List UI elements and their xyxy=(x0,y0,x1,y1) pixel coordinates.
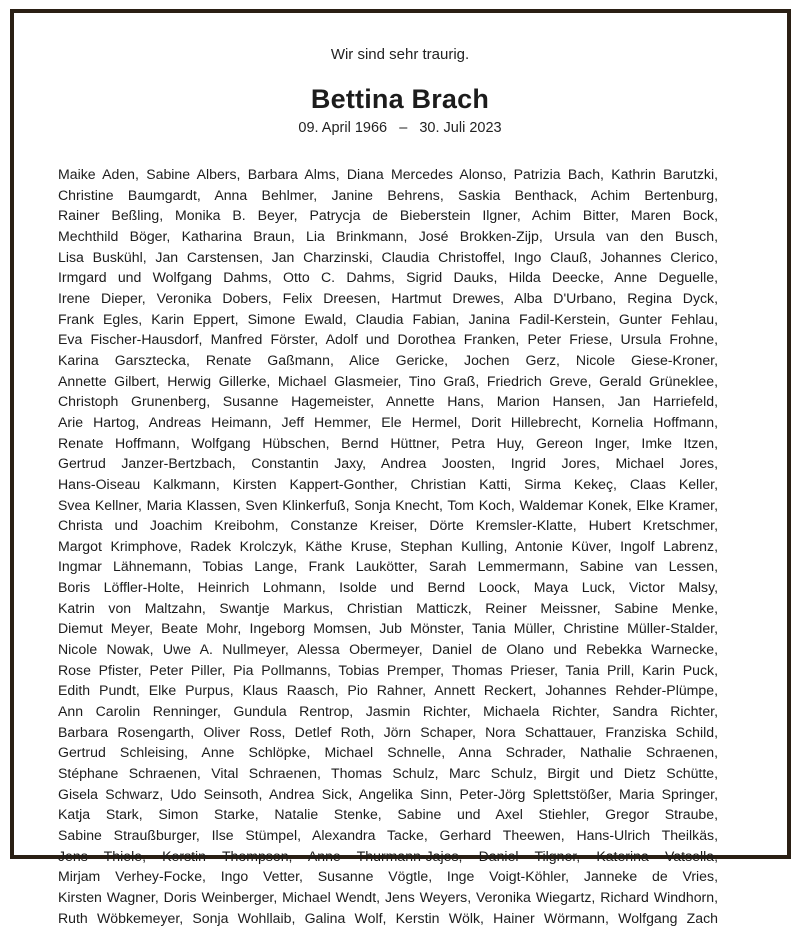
mourners-line: Gertrud Schleising, Anne Schlöpke, Michael Schnelle, Anna Schrader, Nathalie Schraenen, xyxy=(58,744,718,761)
mourners-line: Renate Hoffmann, Wolfgang Hübschen, Bernd Hüttner, Petra Huy, Gereon Inger, Imke Itzen, xyxy=(58,434,718,451)
mourners-line: Karina Garsztecka, Renate Gaßmann, Alice Gericke, Jochen Gerz, Nicole Giese-Kroner, xyxy=(58,351,718,368)
mourners-line: Christoph Grunenberg, Susanne Hagemeister, Annette Hans, Marion Hansen, Jan Harriefeld, xyxy=(58,393,718,410)
mourners-line: Annette Gilbert, Herwig Gillerke, Michael Glasmeier, Tino Graß, Friedrich Greve, Gerald Grüneklee, xyxy=(58,372,718,389)
mourners-line: Frank Egles, Karin Eppert, Simone Ewald, Claudia Fabian, Janina Fadil-Kerstein, Gunter Fehlau, xyxy=(58,310,718,327)
mourners-line: Mechthild Böger, Katharina Braun, Lia Brinkmann, José Brokken-Zijp, Ursula van den Busch, xyxy=(58,227,718,244)
intro-text: Wir sind sehr traurig. xyxy=(330,46,470,63)
mourners-line: Svea Kellner, Maria Klassen, Sven Klinkerfuß, Sonja Knecht, Tom Koch, Waldemar Konek, Elke Kramer, xyxy=(58,496,718,513)
birth-date: 09. April 1966 xyxy=(298,120,388,136)
mourners-line: Gertrud Janzer-Bertzbach, Constantin Jaxy, Andrea Joosten, Ingrid Jores, Michael Jores, xyxy=(58,455,718,472)
mourners-line: Lisa Buskühl, Jan Carstensen, Jan Charzinski, Claudia Christoffel, Ingo Clauß, Johannes Clerico, xyxy=(58,248,718,265)
mourners-line: Katrin von Maltzahn, Swantje Markus, Christian Matticzk, Reiner Meissner, Sabine Menke, xyxy=(58,599,718,616)
mourners-line: Ingmar Lähnemann, Tobias Lange, Frank Laukötter, Sarah Lemmermann, Sabine van Lessen, xyxy=(58,558,718,575)
mourners-line: Irmgard und Wolfgang Dahms, Otto C. Dahms, Sigrid Dauks, Hilda Deecke, Anne Deguelle, xyxy=(58,269,718,286)
life-dates xyxy=(0,120,800,136)
mourners-line: Jens Thiele, Kerstin Thompson, Anne Thurmann-Jajes, Daniel Tilgner, Katerina Vatsella, xyxy=(58,847,718,864)
mourners-line: Ruth Wöbkemeyer, Sonja Wohllaib, Galina Wolf, Kerstin Wölk, Hainer Wörmann, Wolfgang Zach xyxy=(58,909,718,926)
mourners-line: Kirsten Wagner, Doris Weinberger, Michael Wendt, Jens Weyers, Veronika Wiegartz, Richard Windhorn, xyxy=(58,888,718,905)
date-separator: – xyxy=(399,120,408,136)
mourners-line: Eva Fischer-Hausdorf, Manfred Förster, Adolf und Dorothea Franken, Peter Friese, Ursula Frohne, xyxy=(58,331,718,348)
mourners-line: Gisela Schwarz, Udo Seinsoth, Andrea Sick, Angelika Sinn, Peter-Jörg Splettstößer, Maria Springer, xyxy=(58,785,718,802)
mourners-line: Irene Dieper, Veronika Dobers, Felix Dreesen, Hartmut Drewes, Alba D'Urbano, Regina Dyck, xyxy=(58,289,718,306)
mourners-line: Maike Aden, Sabine Albers, Barbara Alms, Diana Mercedes Alonso, Patrizia Bach, Kathrin Barutzki, xyxy=(58,166,718,182)
mourners-line: Diemut Meyer, Beate Mohr, Ingeborg Momsen, Jub Mönster, Tania Müller, Christine Müller-Stalder, xyxy=(58,620,718,637)
mourners-line: Barbara Rosengarth, Oliver Ross, Detlef Roth, Jörn Schaper, Nora Schattauer, Franziska Schild, xyxy=(58,723,718,740)
mourners-line: Rainer Beßling, Monika B. Beyer, Patrycja de Bieberstein Ilgner, Achim Bitter, Maren Bock, xyxy=(58,207,718,224)
mourners-line: Edith Pundt, Elke Purpus, Klaus Raasch, Pio Rahner, Annett Reckert, Johannes Rehder-Plümpe, xyxy=(58,682,718,699)
mourners-line: Hans-Oiseau Kalkmann, Kirsten Kappert-Gonther, Christian Katti, Sirma Kekeç, Claas Keller, xyxy=(58,475,718,492)
mourners-line: Rose Pfister, Peter Piller, Pia Pollmanns, Tobias Premper, Thomas Prieser, Tania Prill, Karin Puck, xyxy=(58,661,718,678)
mourners-line: Katja Stark, Simon Starke, Natalie Stenke, Sabine und Axel Stiehler, Gregor Straube, xyxy=(58,806,718,823)
mourners-list xyxy=(58,164,718,928)
mourners-line: Mirjam Verhey-Focke, Ingo Vetter, Susanne Vögtle, Inge Voigt-Köhler, Janneke de Vries, xyxy=(58,868,718,885)
mourners-line: Arie Hartog, Andreas Heimann, Jeff Hemmer, Ele Hermel, Dorit Hillebrecht, Kornelia Hoffmann, xyxy=(58,413,718,430)
death-date: 30. Juli 2023 xyxy=(419,120,502,136)
mourners-line: Christine Baumgardt, Anna Behlmer, Janine Behrens, Saskia Benthack, Achim Bertenburg, xyxy=(58,186,718,203)
mourners-line: Margot Krimphove, Radek Krolczyk, Käthe Kruse, Stephan Kulling, Antonie Küver, Ingolf Labrenz, xyxy=(58,537,718,554)
mourners-line: Ann Carolin Renninger, Gundula Rentrop, Jasmin Richter, Michaela Richter, Sandra Richter, xyxy=(58,703,718,720)
mourners-line: Stéphane Schraenen, Vital Schraenen, Thomas Schulz, Marc Schulz, Birgit und Dietz Schütte, xyxy=(58,765,718,782)
deceased-name: Bettina Brach xyxy=(310,84,490,114)
mourners-line: Nicole Nowak, Uwe A. Nullmeyer, Alessa Obermeyer, Daniel de Olano und Rebekka Warnecke, xyxy=(58,641,718,658)
mourners-line: Christa und Joachim Kreibohm, Constanze Kreiser, Dörte Kremsler-Klatte, Hubert Kretschmer, xyxy=(58,517,718,534)
mourners-line: Boris Löffler-Holte, Heinrich Lohmann, Isolde und Bernd Loock, Maya Luck, Victor Malsy, xyxy=(58,579,718,596)
mourners-line: Sabine Straußburger, Ilse Stümpel, Alexandra Tacke, Gerhard Theewen, Hans-Ulrich Theilkäs, xyxy=(58,827,718,843)
